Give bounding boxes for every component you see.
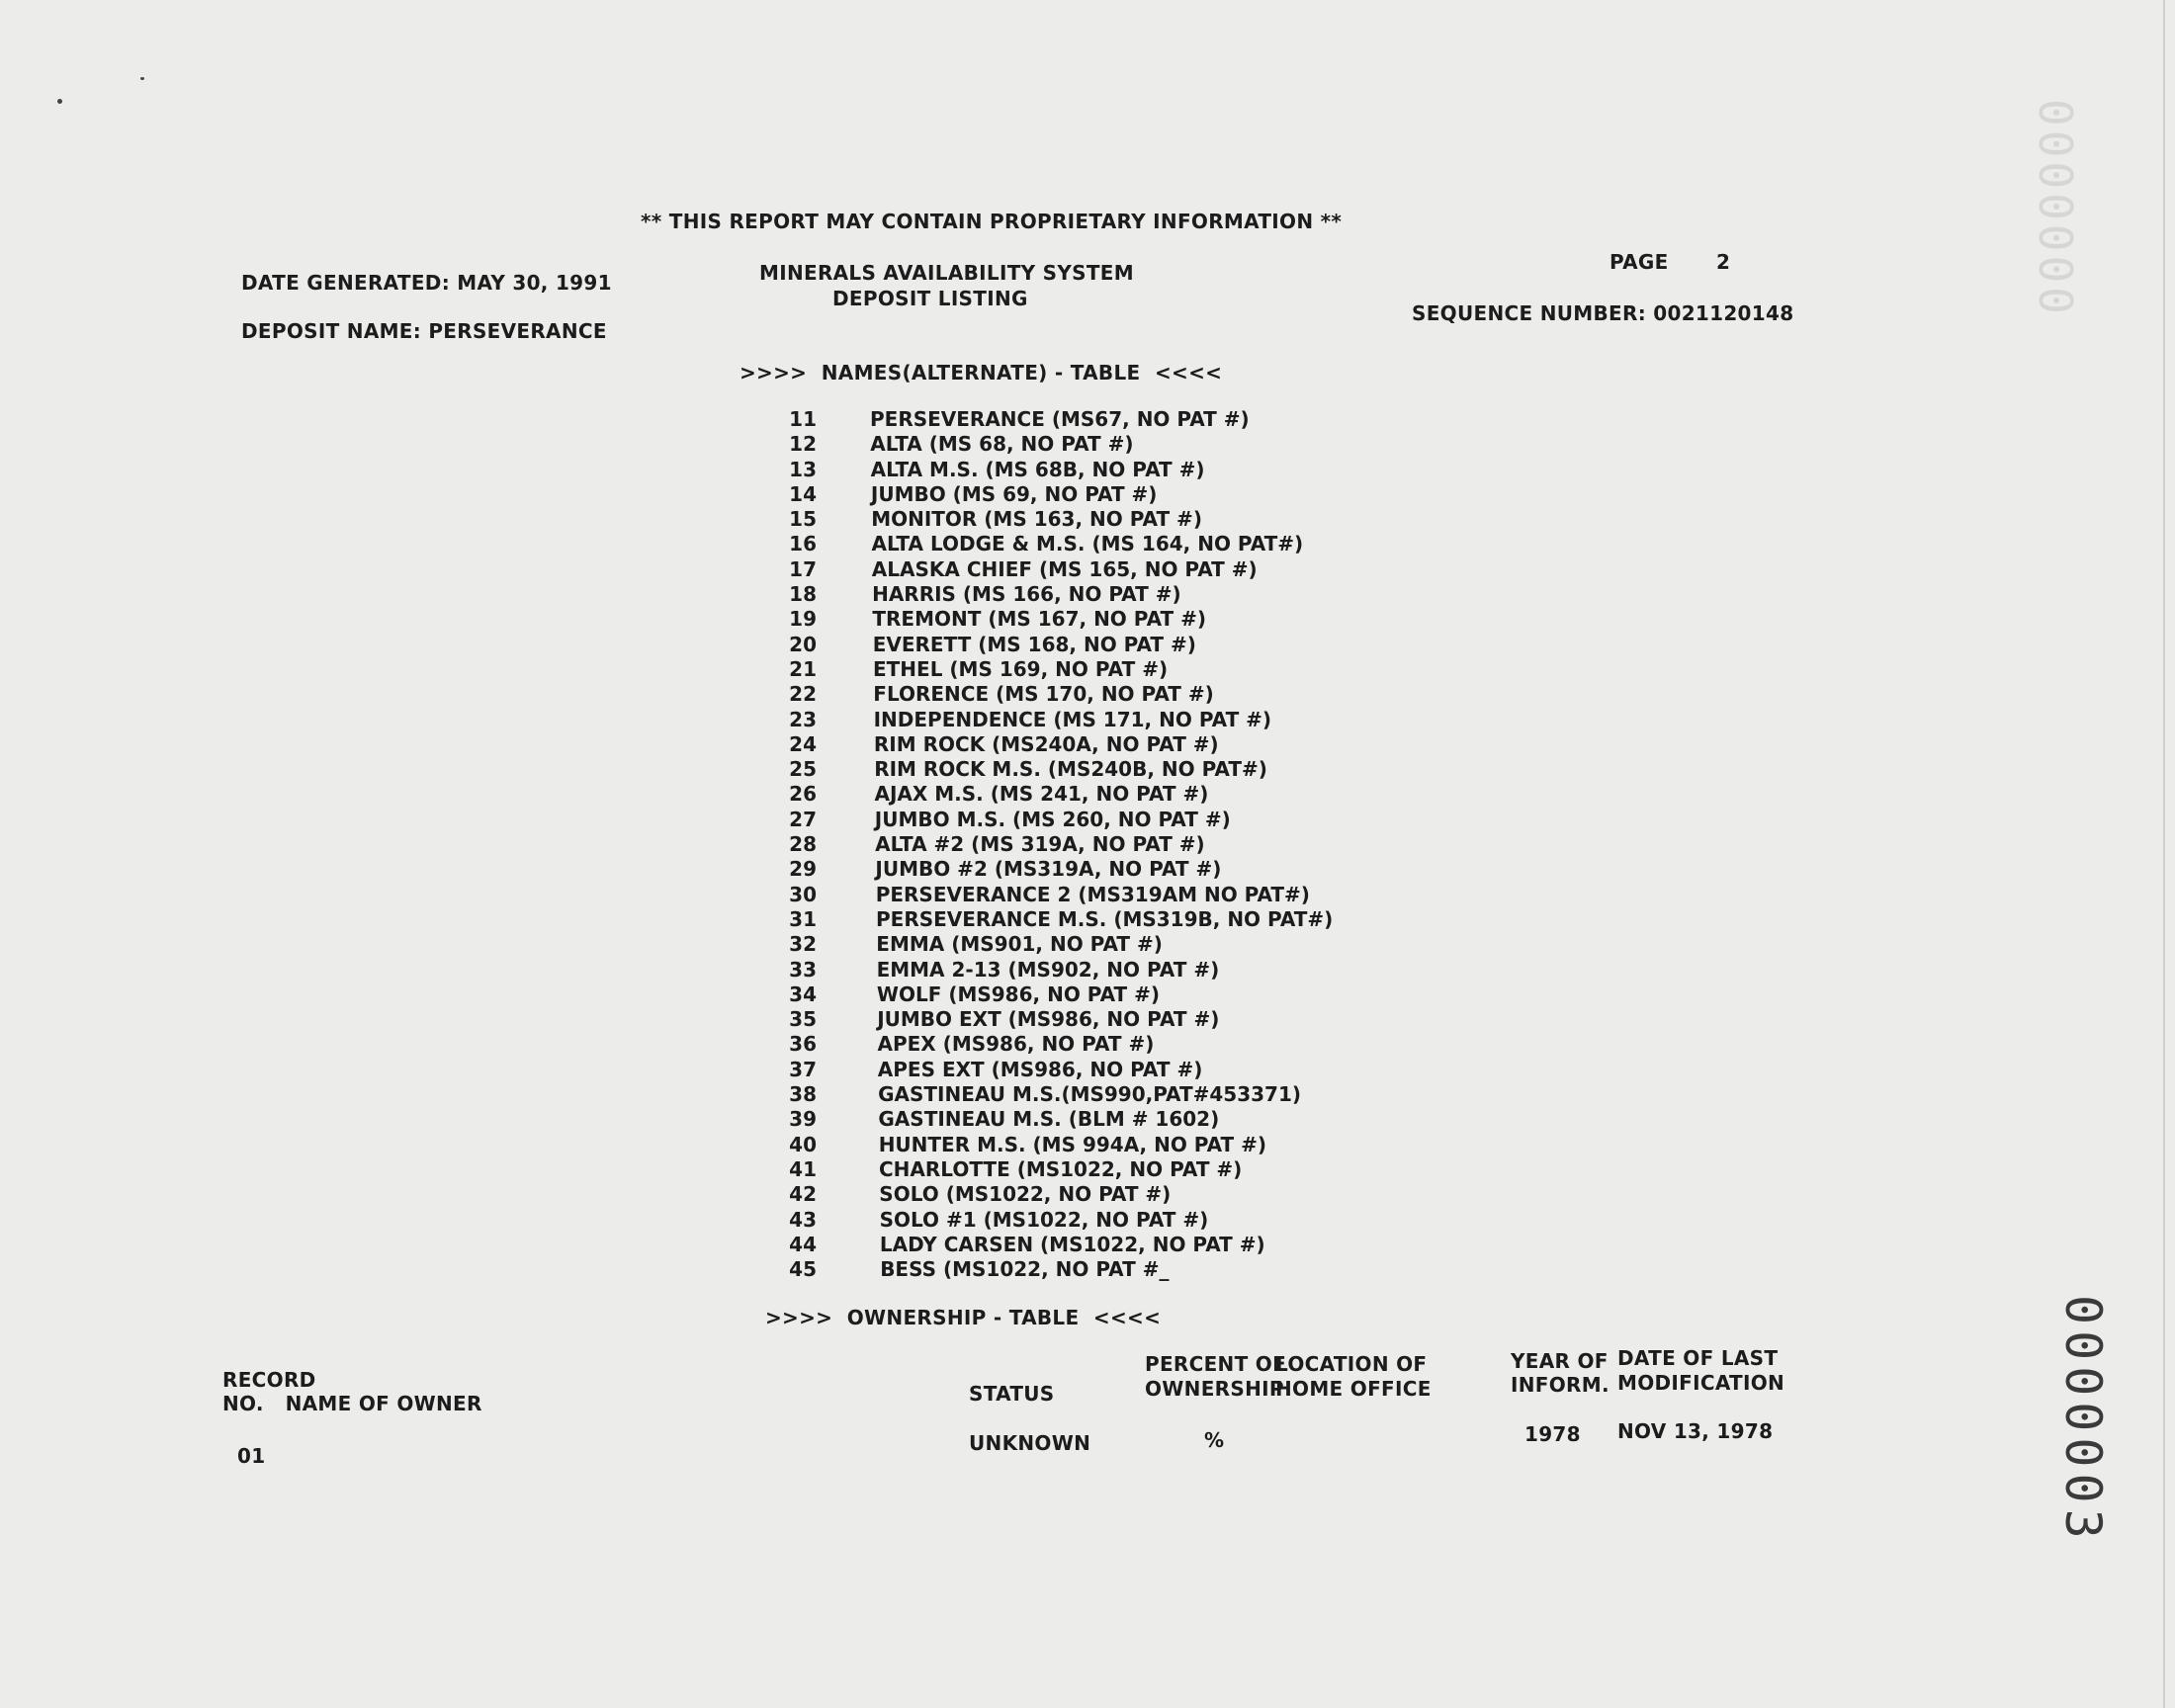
alternate-name: GASTINEAU M.S. (BLM # 1602): [878, 1107, 1220, 1132]
row-number: 27: [789, 807, 817, 831]
table-row: [771, 757, 1364, 782]
table-row: [771, 782, 1364, 807]
table-row: [771, 907, 1364, 932]
table-row: [771, 1082, 1364, 1107]
row-number: 15: [789, 507, 817, 532]
proprietary-notice: ** THIS REPORT MAY CONTAIN PROPRIETARY INFORMATION **: [641, 210, 1343, 233]
row-number: 33: [789, 957, 817, 982]
row-number: 23: [789, 707, 817, 731]
alternate-name: RIM ROCK M.S. (MS240B, NO PAT#): [874, 757, 1267, 782]
row-number: 40: [789, 1132, 817, 1156]
alternate-name: SOLO #1 (MS1022, NO PAT #): [879, 1207, 1209, 1232]
row-number: 35: [789, 1007, 817, 1032]
alternate-name: FLORENCE (MS 170, NO PAT #): [873, 682, 1214, 707]
alternate-name: PERSEVERANCE 2 (MS319AM NO PAT#): [875, 882, 1310, 906]
row-number: 13: [789, 457, 817, 481]
alternate-name: WOLF (MS986, NO PAT #): [876, 982, 1161, 1006]
alternate-name: JUMBO #2 (MS319A, NO PAT #): [875, 857, 1222, 882]
alternate-name: INDEPENDENCE (MS 171, NO PAT #): [873, 707, 1272, 731]
row-number: 41: [789, 1156, 817, 1181]
row-number: 31: [789, 906, 817, 931]
names-table: [771, 407, 1364, 1282]
row-number: 11: [789, 407, 817, 431]
alternate-name: HARRIS (MS 166, NO PAT #): [872, 582, 1181, 607]
alternate-name: TREMONT (MS 167, NO PAT #): [872, 607, 1207, 632]
table-row: [771, 582, 1364, 607]
alternate-name: ALTA LODGE & M.S. (MS 164, NO PAT#): [871, 532, 1304, 556]
table-row: [771, 482, 1364, 507]
row-number: 32: [789, 932, 817, 957]
table-row: [771, 857, 1364, 882]
table-row: [771, 1233, 1364, 1257]
col-header-percent-1: PERCENT OF: [1145, 1352, 1287, 1376]
table-row: [771, 883, 1364, 907]
table-row: [771, 407, 1364, 432]
col-header-location-2: HOME OFFICE: [1275, 1377, 1432, 1401]
table-row: [771, 1058, 1364, 1082]
col-header-modified-2: MODIFICATION: [1617, 1371, 1785, 1395]
alternate-name: ALTA (MS 68, NO PAT #): [870, 432, 1134, 457]
table-row: [771, 1007, 1364, 1032]
table-row: [771, 507, 1364, 532]
col-header-status: STATUS: [969, 1382, 1055, 1406]
speck: [140, 77, 144, 80]
row-number: 45: [789, 1257, 817, 1282]
alternate-name: JUMBO M.S. (MS 260, NO PAT #): [874, 807, 1231, 831]
owner-record-no: 01: [237, 1444, 266, 1468]
owner-status: UNKNOWN: [969, 1431, 1091, 1455]
table-row: [771, 982, 1364, 1007]
alternate-name: EVERETT (MS 168, NO PAT #): [872, 632, 1196, 656]
row-number: 39: [789, 1107, 817, 1132]
table-row: [771, 607, 1364, 632]
alternate-name: BESS (MS1022, NO PAT #_: [880, 1257, 1170, 1282]
alternate-name: LADY CARSEN (MS1022, NO PAT #): [879, 1232, 1265, 1256]
alternate-name: ALTA M.S. (MS 68B, NO PAT #): [870, 457, 1205, 481]
alternate-name: PERSEVERANCE (MS67, NO PAT #): [870, 407, 1250, 431]
alternate-name: ETHEL (MS 169, NO PAT #): [873, 656, 1169, 681]
row-number: 21: [789, 656, 817, 681]
alternate-name: RIM ROCK (MS240A, NO PAT #): [873, 731, 1219, 756]
alternate-name: PERSEVERANCE M.S. (MS319B, NO PAT#): [876, 906, 1334, 931]
row-number: 18: [789, 582, 817, 607]
alternate-name: APEX (MS986, NO PAT #): [877, 1032, 1155, 1057]
faint-stamp-number: 0000000: [2029, 99, 2082, 318]
col-header-year-2: INFORM.: [1511, 1373, 1610, 1397]
page-label: PAGE: [1610, 250, 1669, 274]
table-row: [771, 808, 1364, 832]
col-header-modified-1: DATE OF LAST: [1617, 1346, 1779, 1370]
date-generated: DATE GENERATED: MAY 30, 1991: [241, 271, 612, 295]
table-row: [771, 1157, 1364, 1182]
names-table-heading: >>>> NAMES(ALTERNATE) - TABLE <<<<: [740, 361, 1223, 384]
page-number: 2: [1716, 250, 1731, 274]
row-number: 29: [789, 857, 817, 882]
table-row: [771, 657, 1364, 682]
alternate-name: EMMA 2-13 (MS902, NO PAT #): [876, 957, 1220, 982]
col-header-location-1: LOCATION OF: [1275, 1352, 1428, 1376]
row-number: 19: [789, 607, 817, 632]
table-row: [771, 1032, 1364, 1057]
row-number: 42: [789, 1182, 817, 1207]
row-number: 16: [789, 532, 817, 556]
alternate-name: GASTINEAU M.S.(MS990,PAT#453371): [878, 1082, 1302, 1107]
table-row: [771, 432, 1364, 457]
stamp-number: 0000003: [2054, 1295, 2112, 1545]
owner-percent: %: [1204, 1428, 1225, 1452]
row-number: 36: [789, 1032, 817, 1057]
alternate-name: CHARLOTTE (MS1022, NO PAT #): [879, 1156, 1243, 1181]
row-number: 44: [789, 1232, 817, 1256]
table-row: [771, 557, 1364, 582]
row-number: 14: [789, 481, 817, 506]
table-row: [771, 732, 1364, 757]
table-row: [771, 1107, 1364, 1132]
alternate-name: MONITOR (MS 163, NO PAT #): [871, 507, 1202, 532]
table-row: [771, 458, 1364, 482]
row-number: 34: [789, 982, 817, 1006]
alternate-name: ALASKA CHIEF (MS 165, NO PAT #): [871, 556, 1258, 581]
table-row: [771, 708, 1364, 732]
alternate-name: HUNTER M.S. (MS 994A, NO PAT #): [878, 1132, 1267, 1156]
table-row: [771, 532, 1364, 556]
table-row: [771, 1208, 1364, 1233]
system-title: MINERALS AVAILABILITY SYSTEM: [759, 261, 1134, 285]
alternate-name: AJAX M.S. (MS 241, NO PAT #): [874, 782, 1209, 807]
alternate-name: ALTA #2 (MS 319A, NO PAT #): [875, 832, 1205, 857]
row-number: 30: [789, 882, 817, 906]
row-number: 37: [789, 1057, 817, 1081]
table-row: [771, 1182, 1364, 1207]
speck: [57, 99, 62, 104]
col-header-year-1: YEAR OF: [1511, 1349, 1609, 1373]
alternate-name: APES EXT (MS986, NO PAT #): [877, 1057, 1203, 1081]
col-header-name-of-owner: NO. NAME OF OWNER: [222, 1392, 482, 1415]
owner-year: 1978: [1524, 1422, 1581, 1446]
alternate-name: JUMBO (MS 69, NO PAT #): [870, 481, 1158, 506]
row-number: 24: [789, 731, 817, 756]
row-number: 22: [789, 682, 817, 707]
table-row: [771, 633, 1364, 657]
alternate-name: EMMA (MS901, NO PAT #): [876, 932, 1163, 957]
row-number: 43: [789, 1207, 817, 1232]
sequence-number: SEQUENCE NUMBER: 0021120148: [1412, 301, 1794, 325]
alternate-name: JUMBO EXT (MS986, NO PAT #): [877, 1007, 1220, 1032]
table-row: [771, 832, 1364, 857]
table-row: [771, 932, 1364, 957]
table-row: [771, 958, 1364, 982]
col-header-percent-2: OWNERSHIP: [1145, 1377, 1284, 1401]
alternate-name: SOLO (MS1022, NO PAT #): [879, 1182, 1172, 1207]
row-number: 20: [789, 632, 817, 656]
row-number: 25: [789, 757, 817, 782]
ownership-table-heading: >>>> OWNERSHIP - TABLE <<<<: [765, 1306, 1162, 1329]
page-edge-divider: [2163, 0, 2165, 1708]
owner-last-modified: NOV 13, 1978: [1617, 1419, 1774, 1443]
table-row: [771, 682, 1364, 707]
row-number: 26: [789, 782, 817, 807]
listing-title: DEPOSIT LISTING: [832, 287, 1028, 310]
table-row: [771, 1257, 1364, 1282]
row-number: 28: [789, 832, 817, 857]
table-row: [771, 1133, 1364, 1157]
col-header-record: RECORD: [222, 1368, 316, 1392]
deposit-name: DEPOSIT NAME: PERSEVERANCE: [241, 319, 607, 343]
row-number: 17: [789, 556, 817, 581]
row-number: 38: [789, 1082, 817, 1107]
row-number: 12: [789, 432, 817, 457]
